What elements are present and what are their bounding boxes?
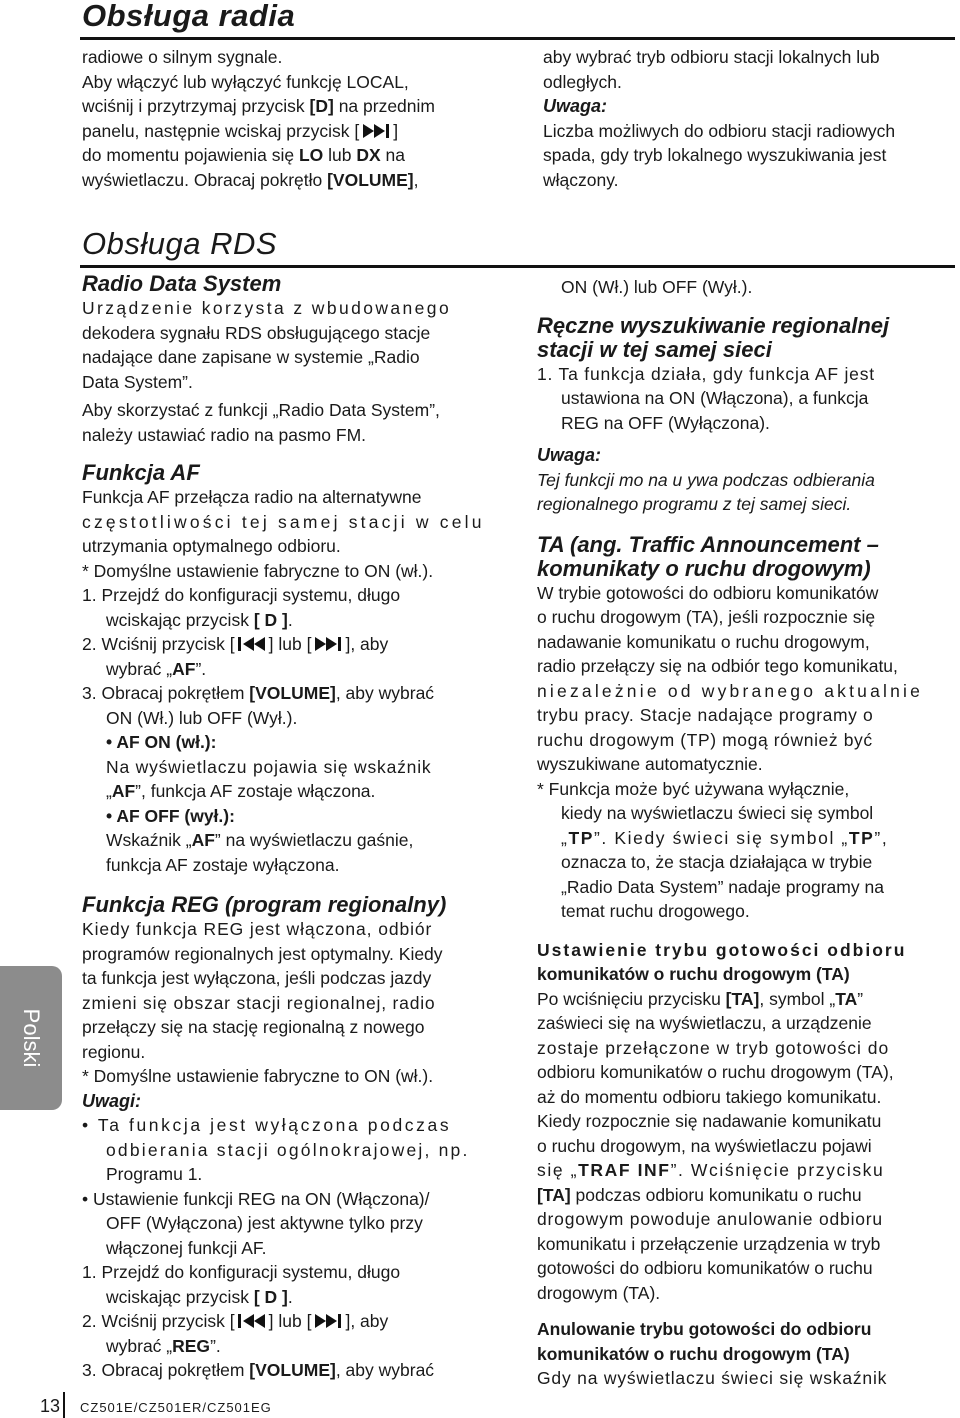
- text-line: Aby włączyć lub wyłączyć funkcję LOCAL,: [82, 71, 409, 92]
- page-title: Obsługa radia: [82, 0, 296, 33]
- language-tab: [0, 966, 62, 1110]
- text-line: ruchu drogowym (TP) mogą również być: [537, 729, 873, 750]
- text-line: kiedy na wyświetlaczu świeci się symbol: [561, 803, 874, 823]
- text-line: spada, gdy tryb lokalnego wyszukiwania jest: [543, 145, 887, 165]
- rds-title-rule: [80, 265, 955, 268]
- text-line: gotowości do odbioru komunikatów o ruchu: [537, 1258, 873, 1278]
- text-line: 3. Obracaj pokrętłem [VOLUME], aby wybrać: [82, 1360, 435, 1380]
- text-line: Kiedy funkcja REG jest włączona, odbiór: [82, 919, 433, 939]
- text-line: • Ustawienie funkcji REG na ON (Włączona)/: [82, 1188, 430, 1209]
- af-heading: Funkcja AF: [82, 460, 200, 485]
- text-line: oznacza to, że stacja działająca w trybie: [561, 852, 873, 872]
- language-tab-label: Polski: [19, 1008, 44, 1068]
- text-line: funkcja AF zostaje wyłączona.: [106, 854, 340, 875]
- title-rule: [80, 37, 955, 40]
- text-line: Kiedy rozpocznie się nadawanie komunikatu: [537, 1111, 882, 1131]
- text-line: ustawiona na ON (Włączona), a funkcja: [561, 388, 869, 408]
- ta-heading: TA (ang. Traffic Announcement –: [537, 531, 879, 557]
- text-line: „AF”, funkcja AF zostaje włączona.: [106, 781, 376, 801]
- rds-right-column: [537, 275, 957, 1391]
- text-line: radio przełączy się na odbiór tego komunikatu,: [537, 656, 898, 676]
- rds-heading: Radio Data System: [82, 271, 282, 296]
- text-line: częstotliwości tej samej stacji w celu: [82, 511, 485, 532]
- text-line: 2. Wciśnij przycisk [ ] lub [ ], aby: [82, 634, 389, 654]
- text-line: drogowym powoduje anulowanie odbioru: [537, 1209, 883, 1229]
- text-line: REG na OFF (Wyłączona).: [561, 412, 770, 433]
- skip-forward-icon: [311, 636, 345, 652]
- text-line: wybrać „AF”.: [106, 658, 207, 679]
- text-line: wciskając przycisk [ D ].: [106, 1286, 293, 1307]
- skip-forward-icon: [311, 1313, 345, 1329]
- text-line: [TA] podczas odbioru komunikatu o ruchu: [537, 1184, 862, 1205]
- text-line: dekodera sygnału RDS obsługującego stacje: [82, 322, 431, 343]
- text-line: W trybie gotowości do odbioru komunikatów: [537, 582, 879, 603]
- text-line: do momentu pojawienia się LO lub DX na: [82, 145, 405, 165]
- text-line: odległych.: [543, 71, 622, 92]
- text-line: odbierania stacji ogólnokrajowej, np.: [106, 1139, 470, 1160]
- text-line: Liczba możliwych do odbioru stacji radiowych: [543, 120, 896, 141]
- text-line: wyszukiwane automatycznie.: [537, 754, 763, 774]
- text-line: radiowe o silnym sygnale.: [82, 47, 283, 67]
- footer-divider: [63, 1392, 65, 1418]
- text-line: o ruchu drogowym, na wyświetlaczu pojawi: [537, 1135, 872, 1156]
- text-line: o ruchu drogowym (TA), jeśli rozpocznie się: [537, 607, 876, 627]
- text-line: trybu pracy. Stacje nadające programy o: [537, 705, 874, 725]
- text-line: ta funkcja jest wyłączona, jeśli podczas jazdy: [82, 968, 432, 988]
- text-line: niezależnie od wybranego aktualnie: [537, 680, 924, 701]
- model-numbers: CZ501E/CZ501ER/CZ501EG: [80, 1400, 272, 1415]
- notes-label: Uwagi:: [82, 1090, 142, 1111]
- text-line: utrzymania optymalnego odbioru.: [82, 536, 341, 556]
- cancel-heading: Anulowanie trybu gotowości do odbioru: [537, 1319, 872, 1339]
- text-line: się „TRAF INF”. Wciśnięcie przycisku: [537, 1160, 885, 1180]
- text-line: wciskając przycisk [ D ].: [106, 609, 293, 630]
- text-line: 1. Przejdź do konfiguracji systemu, długo: [82, 585, 401, 605]
- text-line: regionu.: [82, 1041, 146, 1062]
- text-line: zostaje przełączone w tryb gotowości do: [537, 1037, 890, 1058]
- text-line: panelu, następnie wciskaj przycisk [ ]: [82, 120, 399, 141]
- skip-forward-icon: [359, 123, 393, 139]
- text-line: ON (Wł.) lub OFF (Wył.).: [106, 707, 298, 728]
- text-line: programów regionalnych jest optymalny. Kiedy: [82, 943, 443, 964]
- text-line: 1. Ta funkcja działa, gdy funkcja AF jest: [537, 363, 875, 384]
- text-line: Tej funkcji mo na u ywa podczas odbierania: [537, 469, 875, 490]
- text-line: wciśnij i przytrzymaj przycisk [D] na przednim: [82, 96, 435, 116]
- text-line: włączonej funkcji AF.: [106, 1237, 267, 1258]
- text-line: drogowym (TA).: [537, 1282, 661, 1303]
- text-line: wyświetlaczu. Obracaj pokrętło [VOLUME],: [82, 169, 419, 190]
- text-line: wybrać „REG”.: [106, 1335, 221, 1356]
- text-line: 2. Wciśnij przycisk [ ] lub [ ], aby: [82, 1311, 389, 1331]
- text-line: • Ta funkcja jest wyłączona podczas: [82, 1115, 452, 1135]
- text-line: * Funkcja może być używana wyłącznie,: [537, 778, 850, 799]
- text-line: zmieni się obszar stacji regionalnej, radio: [82, 992, 436, 1013]
- page-number: 13: [40, 1396, 61, 1416]
- ta-heading-2: komunikaty o ruchu drogowym): [537, 555, 871, 581]
- text-line: nadające dane zapisane w systemie „Radio: [82, 347, 420, 367]
- text-line: włączony.: [543, 169, 619, 190]
- text-line: Na wyświetlaczu pojawia się wskaźnik: [106, 756, 432, 777]
- standby-heading-2: komunikatów o ruchu drogowym (TA): [537, 964, 850, 984]
- text-line: temat ruchu drogowego.: [561, 901, 750, 921]
- text-line: Urządzenie korzysta z wbudowanego: [82, 298, 452, 318]
- text-line: przełączy się na stację regionalną z nowego: [82, 1017, 425, 1037]
- rds-left-column: [82, 272, 507, 1383]
- radio-right-column: [543, 45, 958, 192]
- text-line: Wskaźnik „AF” na wyświetlaczu gaśnie,: [106, 830, 414, 850]
- text-line: 3. Obracaj pokrętłem [VOLUME], aby wybrać: [82, 683, 435, 703]
- text-line: regionalnego programu z tej samej sieci.: [537, 494, 852, 514]
- text-line: aż do momentu odbioru takiego komunikatu.: [537, 1086, 882, 1107]
- radio-left-column: [82, 45, 507, 192]
- text-line: * Domyślne ustawienie fabryczne to ON (wł.).: [82, 560, 434, 581]
- text-line: Funkcja AF przełącza radio na alternatywne: [82, 487, 422, 507]
- text-line: odbioru komunikatów o ruchu drogowym (TA),: [537, 1062, 894, 1082]
- text-line: Data System”.: [82, 371, 193, 392]
- text-line: nadawanie komunikatu o ruchu drogowym,: [537, 631, 870, 652]
- reg-heading: Funkcja REG (program regionalny): [82, 892, 447, 917]
- rds-title: Obsługa RDS: [82, 226, 278, 261]
- text-line: 1. Przejdź do konfiguracji systemu, długo: [82, 1262, 401, 1282]
- text-line: OFF (Wyłączona) jest aktywne tylko przy: [106, 1213, 423, 1233]
- text-line: „Radio Data System” nadaje programy na: [561, 876, 884, 897]
- af-off-label: • AF OFF (wył.):: [106, 805, 235, 826]
- text-line: aby wybrać tryb odbioru stacji lokalnych lub: [543, 47, 880, 67]
- text-line: zaświeci się na wyświetlaczu, a urządzenie: [537, 1013, 872, 1033]
- text-line: komunikatu i przełączenie urządzenia w tryb: [537, 1233, 881, 1254]
- text-line: Po wciśnięciu przycisku [TA], symbol „TA”: [537, 988, 864, 1009]
- text-line: ON (Wł.) lub OFF (Wył.).: [561, 277, 753, 297]
- text-line: Gdy na wyświetlaczu świeci się wskaźnik: [537, 1368, 888, 1388]
- manual-search-heading-2: stacji w tej samej sieci: [537, 336, 772, 362]
- text-line: „TP”. Kiedy świeci się symbol „TP”,: [561, 827, 889, 848]
- text-line: Aby skorzystać z funkcji „Radio Data System”,: [82, 400, 440, 420]
- note-label: Uwaga:: [537, 445, 602, 465]
- note-label: Uwaga:: [543, 96, 608, 116]
- skip-back-icon: [235, 636, 269, 652]
- text-line: * Domyślne ustawienie fabryczne to ON (wł.).: [82, 1066, 434, 1086]
- text-line: Programu 1.: [106, 1164, 203, 1184]
- skip-back-icon: [235, 1313, 269, 1329]
- text-line: należy ustawiać radio na pasmo FM.: [82, 424, 367, 445]
- standby-heading: Ustawienie trybu gotowości odbioru: [537, 939, 907, 960]
- manual-search-heading: Ręczne wyszukiwanie regionalnej: [537, 312, 890, 338]
- cancel-heading-2: komunikatów o ruchu drogowym (TA): [537, 1343, 850, 1364]
- af-on-label: • AF ON (wł.):: [106, 732, 217, 752]
